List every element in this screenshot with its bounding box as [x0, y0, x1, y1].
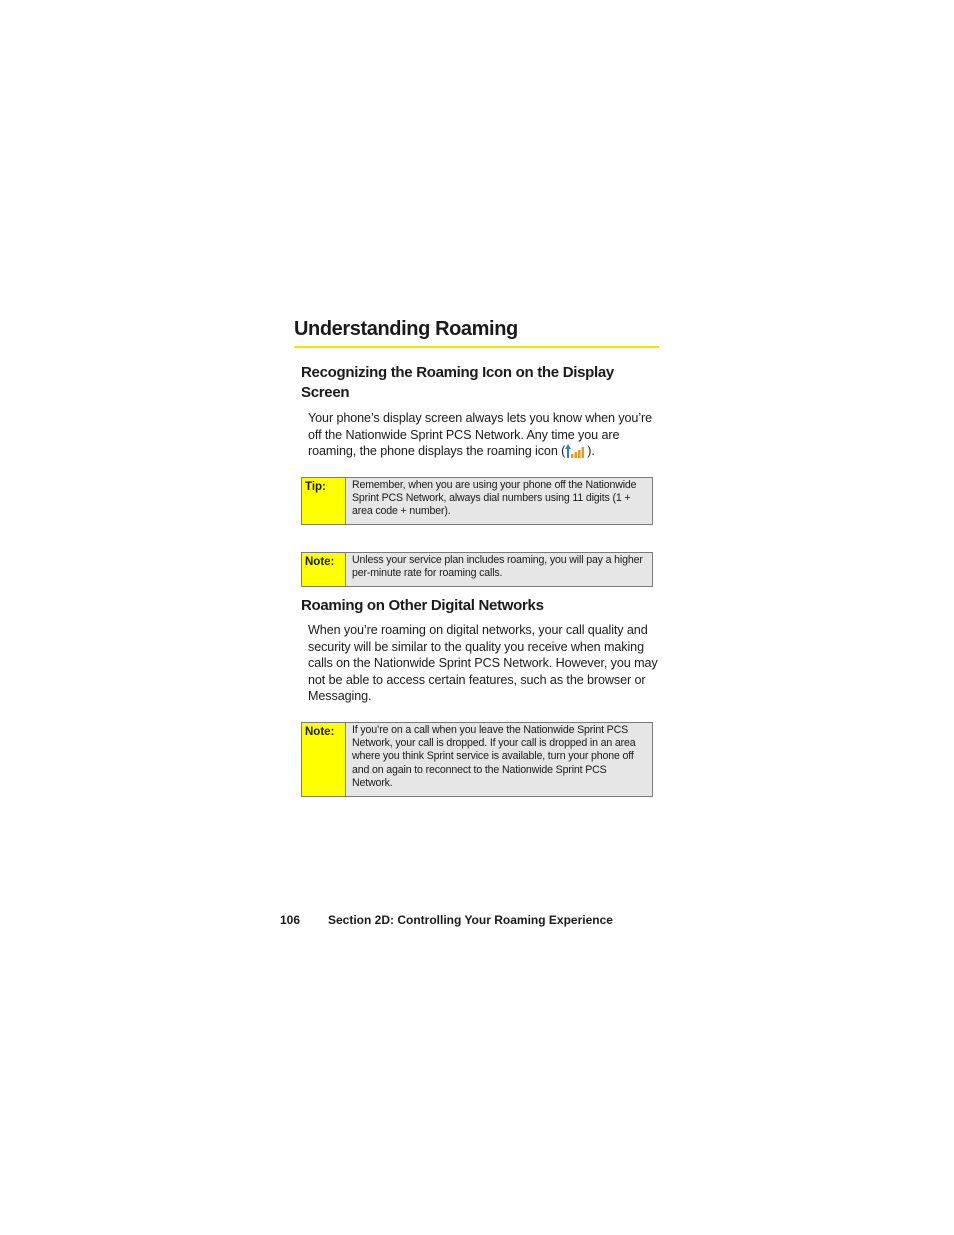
footer-section-title: Section 2D: Controlling Your Roaming Experience	[328, 913, 613, 927]
body-text-after-icon: ).	[587, 444, 595, 459]
page-title: Understanding Roaming	[294, 318, 518, 340]
note-label: Note:	[302, 553, 346, 586]
note-box-dropped-call	[301, 722, 653, 797]
page-number: 106	[280, 913, 301, 927]
roaming-signal-icon	[565, 444, 587, 463]
section-body-roaming-icon	[308, 410, 660, 463]
tip-text: Remember, when you are using your phone off the Nationwide Sprint PCS Network, always dial numbers using 11 digits (1 + area code + number).	[352, 479, 637, 518]
note-box-rates	[301, 552, 653, 587]
note-text: Unless your service plan includes roaming, you will pay a higher per-minute rate for roaming calls.	[352, 554, 643, 580]
tip-box	[301, 477, 653, 525]
section-heading-digital-networks: Roaming on Other Digital Networks	[301, 597, 544, 614]
section-body-digital-networks: When you’re roaming on digital networks, your call quality and security will be similar to the quality you receive when making calls on the Nationwide Sprint PCS Network. However, you may not be able to access certain features, such as the browser or Messaging.	[308, 623, 658, 704]
tip-label: Tip:	[302, 478, 346, 524]
body-text-before-icon: Your phone’s display screen always lets you know when you’re off the Nationwide Sprint PCS Network. Any time you are roaming, the phone displays the roaming icon (	[308, 411, 653, 459]
note-text: If you’re on a call when you leave the Nationwide Sprint PCS Network, your call is dropped. If your call is dropped in an area where you think Sprint service is available, turn your phone off and on again to reconnect to the Nationwide Sprint PCS Network.	[352, 724, 636, 789]
note-label: Note:	[302, 723, 346, 796]
section-heading-roaming-icon: Recognizing the Roaming Icon on the Display Screen	[301, 364, 614, 401]
title-underline	[294, 346, 659, 348]
